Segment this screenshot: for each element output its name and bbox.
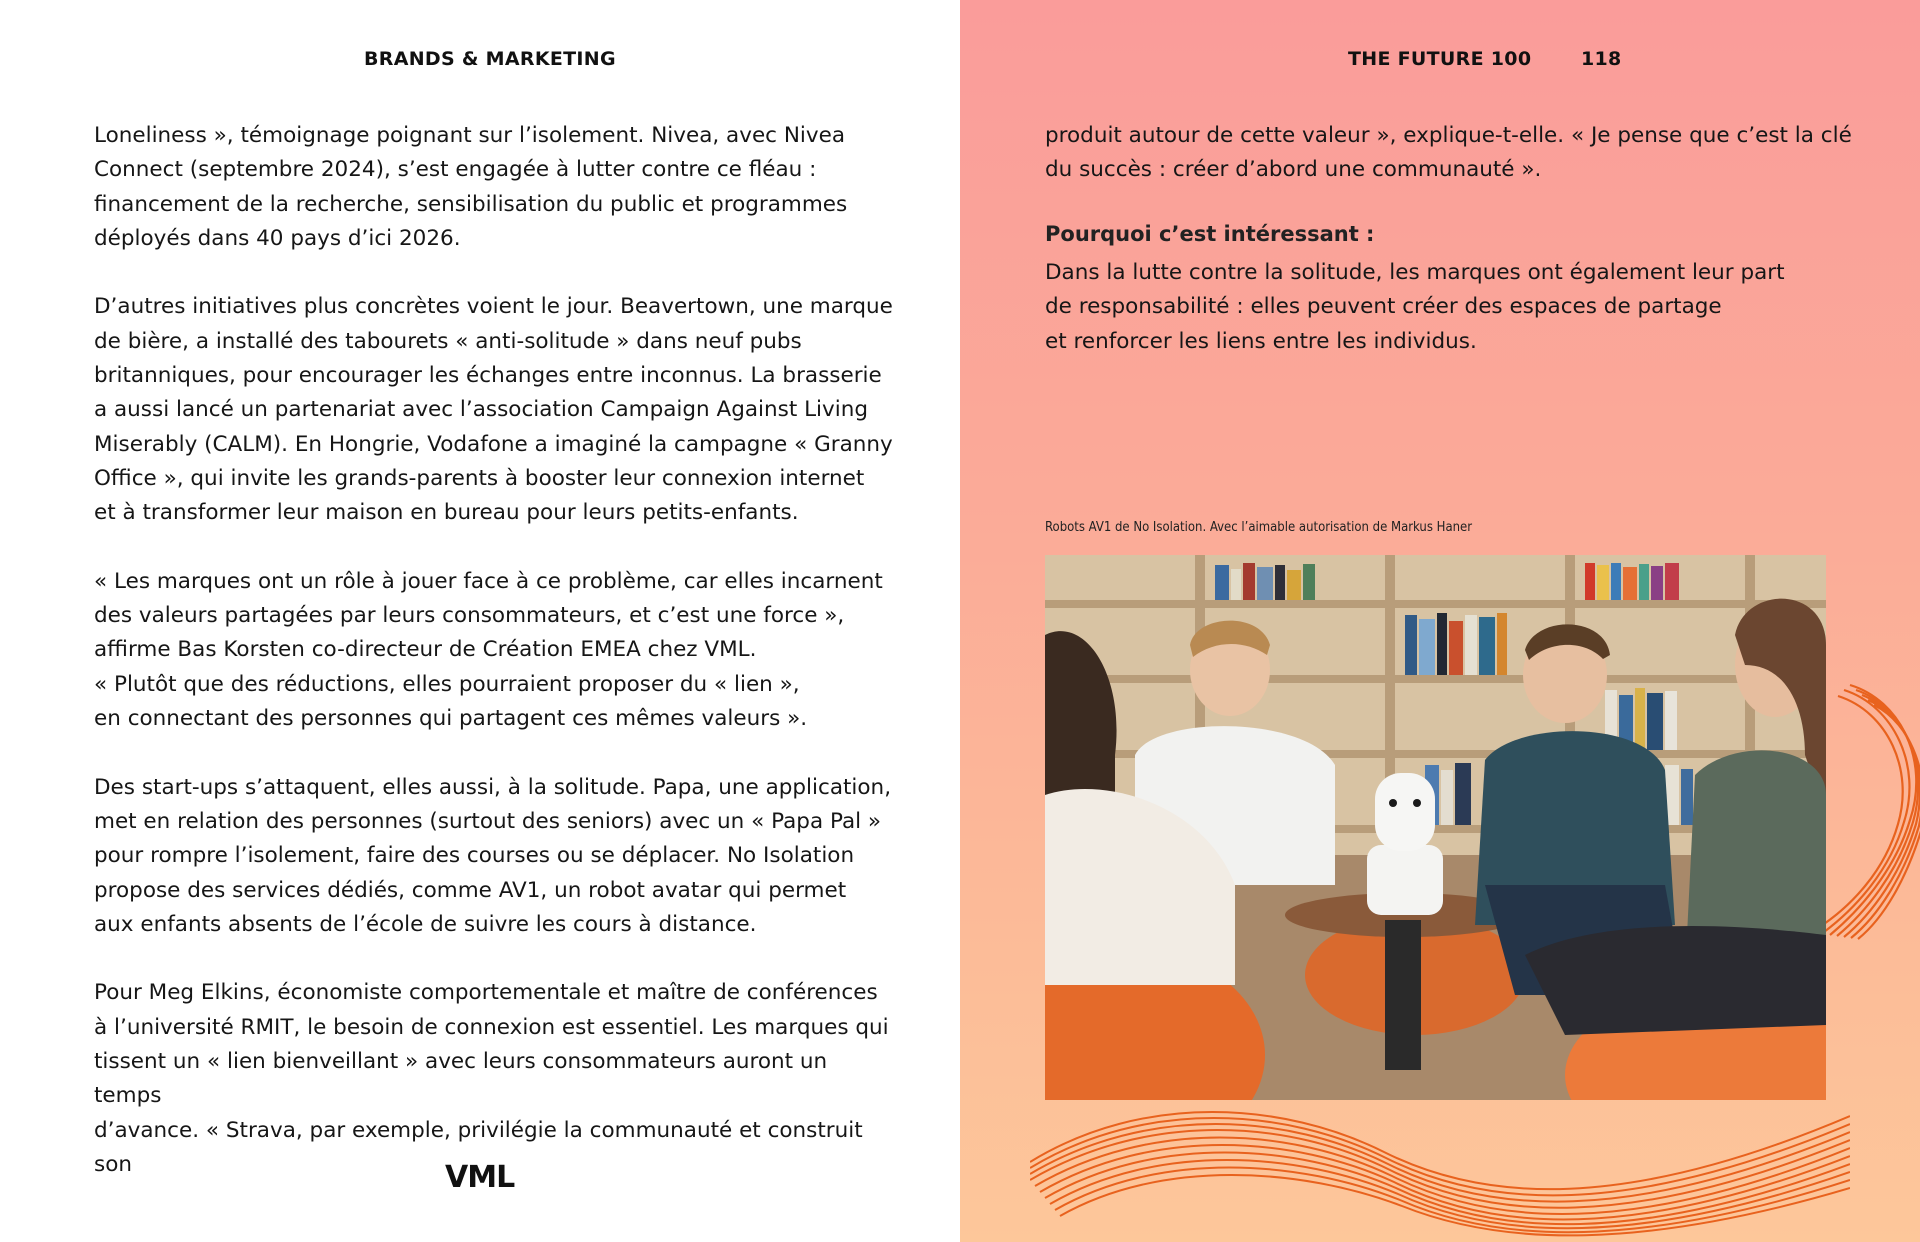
photo-robot-av1 xyxy=(1045,555,1826,1100)
text-line: de bière, a installé des tabourets « anti-solitude » dans neuf pubs xyxy=(94,328,802,354)
text-line: et renforcer les liens entre les individus. xyxy=(1045,328,1477,354)
decorative-wave-right xyxy=(1810,680,1920,940)
paragraph xyxy=(94,771,894,942)
text-line: Des start-ups s’attaquent, elles aussi, à la solitude. Papa, une application, xyxy=(94,774,892,800)
text-line: D’autres initiatives plus concrètes voient le jour. Beavertown, une marque xyxy=(94,294,893,320)
text-line: financement de la recherche, sensibilisation du public et programmes xyxy=(94,191,848,217)
text-line: à l’université RMIT, le besoin de connexion est essentiel. Les marques qui xyxy=(94,1014,889,1040)
text-line: affirme Bas Korsten co-directeur de Création EMEA chez VML. xyxy=(94,637,757,663)
text-line: « Plutôt que des réductions, elles pourraient proposer du « lien », xyxy=(94,671,800,697)
right-intro-text xyxy=(1045,119,1865,188)
text-line: a aussi lancé un partenariat avec l’association Campaign Against Living xyxy=(94,397,868,423)
photo-caption: Robots AV1 de No Isolation. Avec l’aimable autorisation de Markus Haner xyxy=(1045,520,1473,535)
paragraph xyxy=(1045,119,1865,188)
text-line: des valeurs partagées par leurs consommateurs, et c’est une force », xyxy=(94,603,845,629)
text-line: produit autour de cette valeur », explique-t-elle. « Je pense que c’est la clé xyxy=(1045,123,1852,148)
text-line: met en relation des personnes (surtout des seniors) avec un « Papa Pal » xyxy=(94,808,882,834)
publication-title: THE FUTURE 100 xyxy=(1348,48,1532,70)
section-header: BRANDS & MARKETING xyxy=(364,48,616,70)
decorative-wave-bottom xyxy=(1030,1080,1850,1242)
text-line: aux enfants absents de l’école de suivre les cours à distance. xyxy=(94,911,757,937)
why-interesting-heading: Pourquoi c’est intéressant : xyxy=(1045,222,1375,246)
library-scene-image xyxy=(1045,555,1826,1100)
text-line: d’avance. « Strava, par exemple, privilégie la communauté et construit son xyxy=(94,1117,863,1177)
left-body-text xyxy=(94,119,894,1182)
text-line: Miserably (CALM). En Hongrie, Vodafone a imaginé la campagne « Granny xyxy=(94,431,893,457)
paragraph xyxy=(94,976,894,1182)
text-line: de responsabilité : elles peuvent créer des espaces de partage xyxy=(1045,294,1722,320)
text-line: et à transformer leur maison en bureau pour leurs petits-enfants. xyxy=(94,500,799,526)
paragraph xyxy=(94,290,894,530)
right-page xyxy=(960,0,1920,1242)
vml-logo: VML xyxy=(445,1160,515,1195)
text-line: propose des services dédiés, comme AV1, un robot avatar qui permet xyxy=(94,877,847,903)
why-interesting-text xyxy=(1045,256,1845,359)
text-line: Pour Meg Elkins, économiste comportementale et maître de conférences xyxy=(94,980,878,1006)
text-line: en connectant des personnes qui partagent ces mêmes valeurs ». xyxy=(94,706,808,732)
paragraph xyxy=(94,565,894,736)
text-line: déployés dans 40 pays d’ici 2026. xyxy=(94,225,461,251)
text-line: Office », qui invite les grands-parents à booster leur connexion internet xyxy=(94,465,865,491)
page-number: 118 xyxy=(1581,48,1622,70)
text-line: Connect (septembre 2024), s’est engagée à lutter contre ce fléau : xyxy=(94,157,817,183)
text-line: Dans la lutte contre la solitude, les marques ont également leur part xyxy=(1045,260,1785,285)
text-line: pour rompre l’isolement, faire des courses ou se déplacer. No Isolation xyxy=(94,843,855,869)
paragraph xyxy=(94,119,894,256)
text-line: Loneliness », témoignage poignant sur l’isolement. Nivea, avec Nivea xyxy=(94,123,846,148)
text-line: du succès : créer d’abord une communauté ». xyxy=(1045,157,1542,183)
text-line: « Les marques ont un rôle à jouer face à ce problème, car elles incarnent xyxy=(94,568,883,594)
text-line: britanniques, pour encourager les échanges entre inconnus. La brasserie xyxy=(94,363,882,389)
text-line: tissent un « lien bienveillant » avec leurs consommateurs auront un temps xyxy=(94,1049,828,1109)
